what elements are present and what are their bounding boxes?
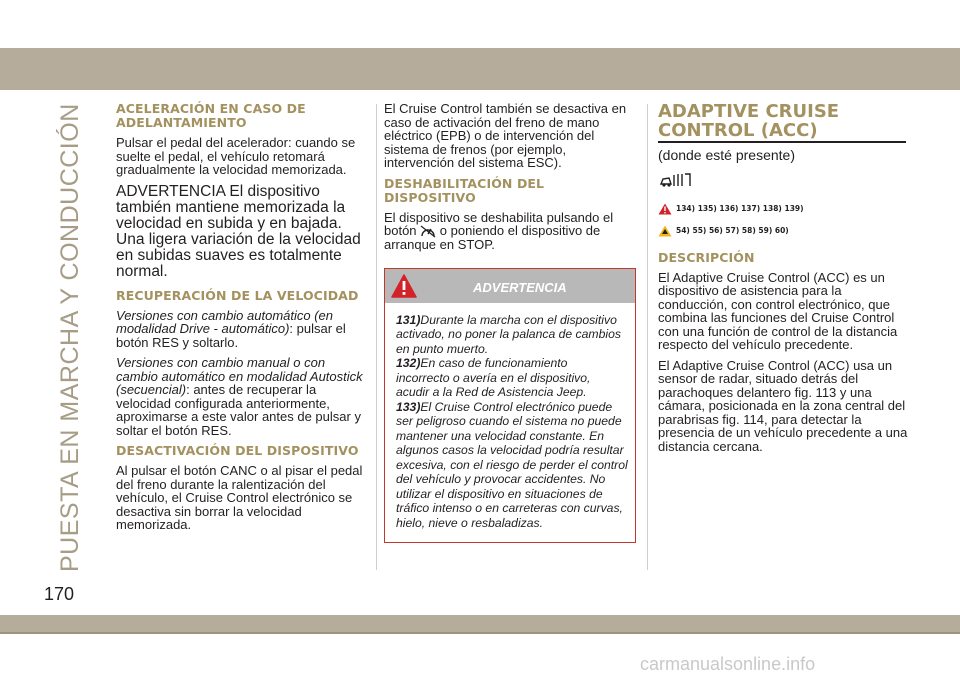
text: El dispositivo se deshabilita pulsando el botón	[384, 209, 614, 238]
title-underline	[658, 141, 906, 143]
warning-text: del vehículo y provocar accidentes. No	[396, 472, 606, 487]
paragraph	[384, 211, 636, 252]
top-band	[0, 48, 960, 90]
column-divider	[376, 104, 377, 570]
warning-text: mantener una velocidad constante. En	[396, 428, 605, 443]
text: o poniendo el dispositivo de arranque en STOP.	[384, 223, 601, 253]
warning-line	[396, 472, 631, 487]
warning-text: acudir a la Red de Asistencia Jeep.	[396, 385, 587, 400]
italic-label: Versiones con cambio manual o con cambio automático en modalidad Autostick (secuencial)	[116, 355, 363, 397]
warning-line	[396, 342, 631, 357]
paragraph	[116, 356, 366, 437]
warning-text: incorrecto o avería en el dispositivo,	[396, 370, 591, 385]
subtitle: (donde esté presente)	[658, 147, 795, 163]
warning-header	[385, 269, 635, 303]
bottom-band-line	[0, 632, 960, 634]
section-title: ADAPTIVE CRUISE CONTROL (ACC)	[658, 101, 840, 141]
column-left	[116, 102, 366, 539]
heading-aceleracion: ACELERACIÓN EN CASO DE ADELANTAMIENTO	[116, 101, 306, 130]
column-right	[658, 102, 908, 460]
advertencia-note: ADVERTENCIA El dispositivo también mantiene memorizada la velocidad en subida y en bajada. Una ligera variación de la velocidad en subidas suaves es totalmente normal.	[116, 182, 361, 280]
heading-deshabilitacion: DESHABILITACIÓN DEL DISPOSITIVO	[384, 175, 545, 205]
heading-desactivacion: DESACTIVACIÓN DEL DISPOSITIVO	[116, 443, 359, 458]
refs-text: 134) 135) 136) 137) 138) 139)	[676, 204, 804, 213]
warning-line	[396, 414, 631, 429]
warning-triangle-icon	[391, 274, 417, 298]
caution-triangle-icon	[658, 225, 672, 237]
paragraph: El Adaptive Cruise Control (ACC) usa un sensor de radar, situado detrás del parachoques delantero fig. 113 y una cámara, posicionada en la zona central del parabrisas fig. 114, para detectar la presencia de un vehículo precedente a una distancia cercana.	[658, 357, 908, 454]
warning-line	[396, 429, 631, 444]
warning-text: El Cruise Control electrónico puede	[420, 399, 613, 414]
warning-title: ADVERTENCIA	[473, 279, 567, 295]
warning-text: Durante la marcha con el dispositivo	[420, 312, 617, 327]
acc-car-icon	[660, 172, 692, 188]
warning-triangle-icon	[658, 203, 672, 215]
warning-text: excesiva, con el riesgo de perder el control	[396, 457, 628, 472]
warning-line	[396, 327, 631, 342]
section-side-title: PUESTA EN MARCHA Y CONDUCCIÓN	[56, 103, 84, 572]
paragraph: Pulsar el pedal del acelerador: cuando se suelte el pedal, el vehículo retomará gradualmente la velocidad memorizada.	[116, 135, 356, 177]
paragraph	[116, 309, 366, 350]
paragraph: El Adaptive Cruise Control (ACC) es un dispositivo de asistencia para la conducción, con control electrónico, que combina las funciones del Cruise Control con una función de control de la distancia respecto del vehículo precedente.	[658, 269, 898, 352]
text: : antes de recuperar la velocidad configurada anteriormente, aproximarse a este valor antes de pulsar y soltar el botón RES.	[116, 382, 361, 438]
warning-ref-number: 133)	[396, 399, 421, 414]
column-divider	[647, 104, 648, 570]
warning-line	[396, 356, 631, 371]
warning-ref-number: 132)	[396, 356, 421, 371]
warning-text: algunos casos la velocidad podría resultar	[396, 443, 624, 458]
watermark-text: carmanualsonline.info	[640, 654, 816, 674]
warning-line	[396, 501, 631, 516]
warning-box	[384, 268, 636, 544]
paragraph: El Cruise Control también se desactiva en caso de activación del freno de mano eléctrico (EPB) o de intervención del sistema de frenos (por ejemplo, intervención del sistema ESC).	[384, 101, 627, 170]
warning-line	[396, 443, 631, 458]
warning-line	[396, 385, 631, 400]
heading-recuperacion: RECUPERACIÓN DE LA VELOCIDAD	[116, 287, 359, 303]
page-number: 170	[44, 584, 75, 604]
paragraph: Al pulsar el botón CANC o al pisar el pedal del freno durante la ralentización del vehículo, el Cruise Control electrónico se desactiva sin borrar la velocidad memorizada.	[116, 463, 363, 532]
warning-text: tráfico intenso o en carreteras con curvas,	[396, 501, 623, 516]
warning-ref-number: 131)	[396, 312, 421, 327]
warning-body	[385, 303, 635, 543]
warning-text: en punto muerto.	[396, 341, 489, 356]
warning-text: utilizar el dispositivo en situaciones de	[396, 486, 603, 501]
heading-descripcion: DESCRIPCIÓN	[658, 249, 755, 265]
warning-line	[396, 400, 631, 415]
warning-line	[396, 516, 631, 531]
warning-line	[396, 487, 631, 502]
warning-line	[396, 371, 631, 386]
warning-text: hielo, nieve o resbaladizas.	[396, 515, 544, 530]
warning-line	[396, 313, 631, 328]
italic-label: Versiones con cambio automático (en modalidad Drive - automático)	[116, 307, 334, 336]
warning-refs	[658, 203, 908, 215]
refs-text: 54) 55) 56) 57) 58) 59) 60)	[676, 226, 789, 235]
warning-text: En caso de funcionamiento	[420, 356, 568, 371]
caution-refs	[658, 225, 908, 237]
warning-text: activado, no poner la palanca de cambios	[396, 327, 621, 342]
bottom-band	[0, 615, 960, 632]
warning-line	[396, 458, 631, 473]
warning-text: ser peligroso cuando el sistema no puede	[396, 414, 622, 429]
column-middle	[384, 102, 636, 543]
text: : pulsar el botón RES y soltarlo.	[116, 321, 346, 350]
